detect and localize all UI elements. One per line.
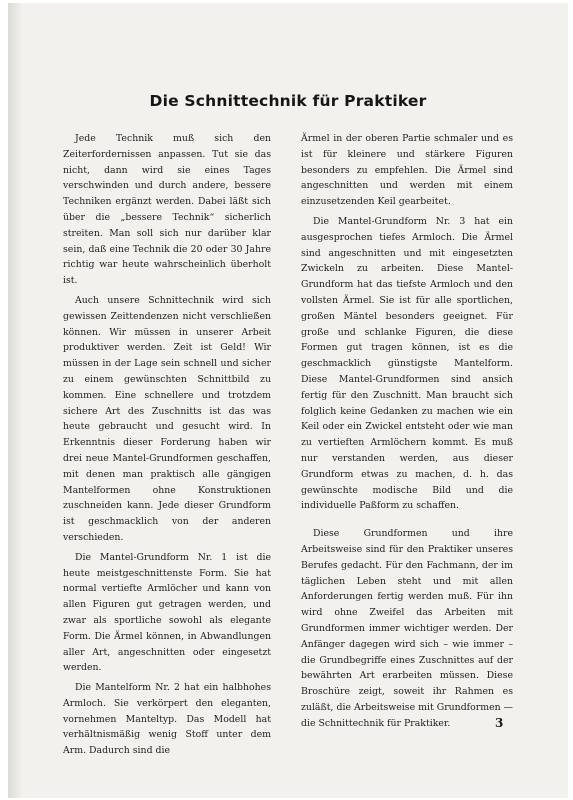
paragraph: Die Mantel-Grundform Nr. 1 ist die heute meistgeschnittenste Form. Sie hat normal vertiefte Armlöcher und kann von allen Figuren gut getragen werden, und zwar als sportliche sowohl als elegante Form. Die Ärmel können, in Abwandlungen aller Art, angeschnitten oder eingesetzt werden. bbox=[63, 551, 271, 674]
document-page bbox=[8, 3, 568, 798]
right-column bbox=[301, 131, 513, 735]
paragraph: Auch unsere Schnittechnik wird sich gewissen Zeittendenzen nicht verschließen können. Wir müssen in unserer Arbeit produktiver werden. Zeit ist Geld! Wir müssen in der Lage sein schnell und sicher zu einem gewünschten Schnittbild zu kommen. Eine schnellere und trotzdem sichere Art des Zuschnitts ist das was heute gebraucht und gesucht wird. In Erkenntnis dieser Forderung haben wir drei neue Mantel-Grundformen geschaffen, mit denen man praktisch alle gängigen Mantelformen ohne Konstruktionen zuschneiden kann. Jede dieser Grundform ist geschmacklich von der anderen verschieden. bbox=[63, 294, 271, 543]
page-title: Die Schnittechnik für Praktiker bbox=[149, 92, 427, 111]
page-number: 3 bbox=[495, 716, 504, 730]
paragraph: Die Mantel-Grundform Nr. 3 hat ein ausgesprochen tiefes Armloch. Die Ärmel sind angeschnitten und mit eingesetzten Zwickeln zu arbeiten. Diese Mantel-Grundform hat das tiefste Armloch und den vollsten Ärmel. Sie ist für alle sportlichen, großen Mäntel besonders geeignet. Für große und schlanke Figuren, die diese Formen gut tragen können, ist es die geschmacklich günstigste Mantelform. Diese Mantel-Grundformen sind ansich fertig für den Zuschnitt. Man braucht sich folglich keine Gedanken zu machen wie ein Keil oder ein Zwickel entsteht oder wie man zu vertieften Armlöchern kommt. Es muß nur verstanden werden, aus dieser Grundform etwas zu machen, d. h. das gewünschte modische Bild und die individuelle Paßform zu schaffen. bbox=[301, 215, 513, 512]
paragraph: Ärmel in der oberen Partie schmaler und es ist für kleinere und stärkere Figuren besonders zu empfehlen. Die Ärmel sind angeschnitten und werden mit einem einzusetzenden Keil gearbeitet. bbox=[301, 133, 513, 208]
paragraph: Die Mantelform Nr. 2 hat ein halbhohes Armloch. Sie verkörpert den eleganten, vornehmen Manteltyp. Das Modell hat verhältnismäßig wenig Stoff unter dem Arm. Dadurch sind die bbox=[63, 682, 271, 757]
paragraph: Jede Technik muß sich den Zeiterfordernissen anpassen. Tut sie das nicht, dann wird sie eines Tages verschwinden und durch andere, bessere Techniken ergänzt werden. Dabei läßt sich über die „bessere Technik“ sicherlich streiten. Man soll sich nur darüber klar sein, daß eine Technik die 20 oder 30 Jahre richtig war heute wahrscheinlich überholt ist. bbox=[63, 133, 271, 287]
left-column bbox=[63, 131, 271, 763]
paragraph: Diese Grundformen und ihre Arbeitsweise sind für den Praktiker unseres Berufes gedacht. Für den Fachmann, der im täglichen Leben steht und mit allen Anforderungen fertig werden muß. Für ihn wird ohne Zweifel das Arbeiten mit Grundformen immer wichtiger werden. Der Anfänger dagegen wird sich – wie immer – die Grundbegriffe eines Zuschnittes auf der bewährten Art erarbeiten müssen. Diese Broschüre zeigt, soweit ihr Rahmen es zuläßt, die Arbeitsweise mit Grundformen — die Schnittechnik für Praktiker. bbox=[301, 528, 513, 729]
